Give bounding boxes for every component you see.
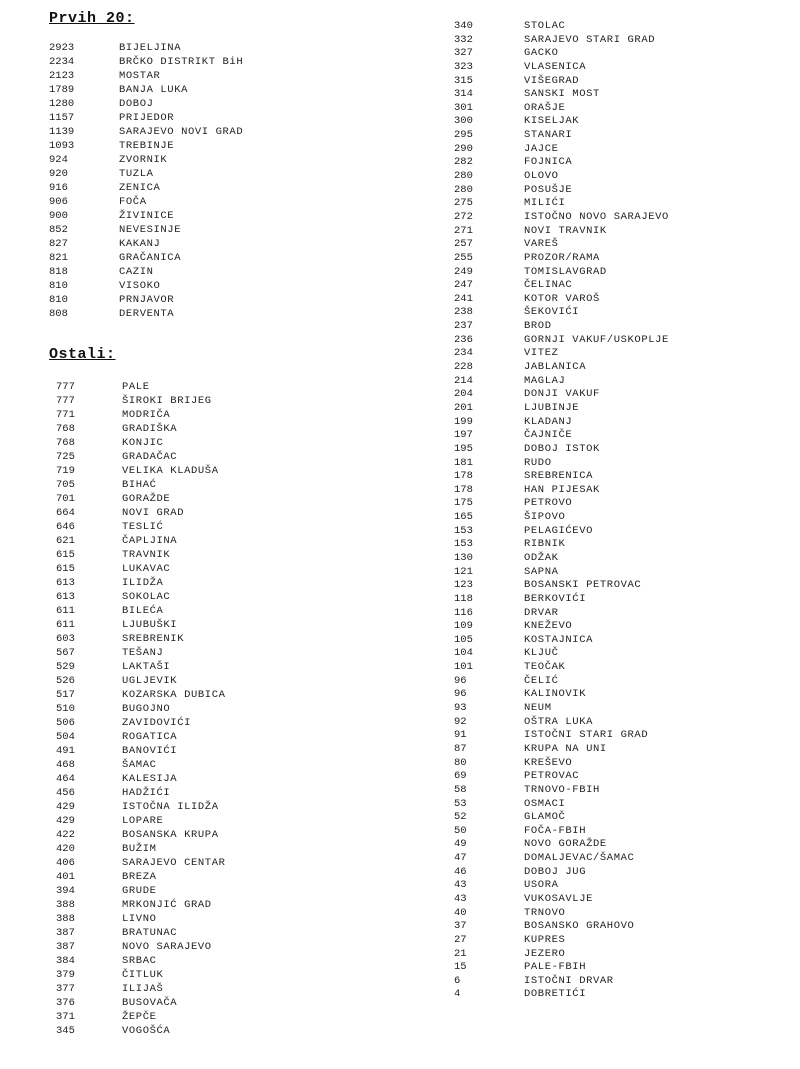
count-value: 92	[454, 715, 467, 728]
count-value: 165	[454, 511, 473, 524]
municipality-name: KUPRES	[524, 933, 566, 946]
count-value: 1139	[49, 126, 75, 138]
count-value: 916	[49, 182, 68, 194]
count-value: 611	[56, 619, 75, 631]
municipality-name: ISTOČNI DRVAR	[524, 974, 614, 987]
count-value: 105	[454, 633, 473, 646]
municipality-name: SARAJEVO STARI GRAD	[524, 33, 656, 46]
count-value: 21	[454, 947, 467, 960]
municipality-name: TRAVNIK	[122, 549, 171, 561]
count-value: 379	[56, 969, 75, 981]
municipality-name: ŠEKOVIĆI	[524, 306, 580, 319]
municipality-name: FOČA-FBIH	[524, 824, 587, 837]
count-value: 615	[56, 563, 75, 575]
count-value: 2123	[49, 70, 75, 82]
count-value: 80	[454, 756, 467, 769]
count-value: 96	[454, 674, 467, 687]
count-value: 567	[56, 647, 75, 659]
count-value: 719	[56, 465, 75, 477]
municipality-name: BUŽIM	[122, 843, 157, 855]
count-value: 517	[56, 689, 75, 701]
municipality-name: TOMISLAVGRAD	[524, 265, 607, 278]
municipality-name: LJUBUŠKI	[122, 619, 178, 631]
count-value: 821	[49, 252, 68, 264]
count-value: 603	[56, 633, 75, 645]
municipality-name: BREZA	[122, 871, 157, 883]
heading-others: Ostali:	[49, 346, 116, 363]
municipality-name: ŠIPOVO	[524, 511, 566, 524]
municipality-name: BOSANSKI PETROVAC	[524, 579, 642, 592]
count-value: 504	[56, 731, 75, 743]
count-value: 768	[56, 423, 75, 435]
count-value: 615	[56, 549, 75, 561]
count-value: 777	[56, 395, 75, 407]
count-value: 906	[49, 196, 68, 208]
count-value: 327	[454, 47, 473, 60]
municipality-name: ZENICA	[119, 182, 161, 194]
municipality-name: POSUŠJE	[524, 183, 573, 196]
count-value: 249	[454, 265, 473, 278]
count-value: 401	[56, 871, 75, 883]
municipality-name: PALE-FBIH	[524, 961, 587, 974]
municipality-name: KOTOR VAROŠ	[524, 292, 600, 305]
count-value: 701	[56, 493, 75, 505]
count-value: 255	[454, 251, 473, 264]
municipality-name: ČAJNIČE	[524, 429, 573, 442]
count-value: 1789	[49, 84, 75, 96]
count-value: 345	[56, 1025, 75, 1037]
municipality-name: PRIJEDOR	[119, 112, 175, 124]
count-value: 422	[56, 829, 75, 841]
count-value: 104	[454, 647, 473, 660]
municipality-name: ŠAMAC	[122, 759, 157, 771]
count-value: 323	[454, 60, 473, 73]
municipality-name: BANJA LUKA	[119, 84, 189, 96]
count-value: 6	[454, 974, 461, 987]
municipality-name: TREBINJE	[119, 140, 175, 152]
count-value: 777	[56, 381, 75, 393]
count-value: 195	[454, 442, 473, 455]
municipality-name: BRATUNAC	[122, 927, 178, 939]
municipality-name: MODRIČA	[122, 409, 171, 421]
municipality-name: KRUPA NA UNI	[524, 742, 607, 755]
count-value: 214	[454, 374, 473, 387]
count-value: 468	[56, 759, 75, 771]
municipality-name: SAPNA	[524, 565, 559, 578]
count-value: 175	[454, 497, 473, 510]
municipality-name: SREBRENIK	[122, 633, 185, 645]
count-value: 300	[454, 115, 473, 128]
municipality-name: ROGATICA	[122, 731, 178, 743]
municipality-name: LAKTAŠI	[122, 661, 171, 673]
municipality-name: BUSOVAČA	[122, 997, 178, 1009]
municipality-name: ČAPLJINA	[122, 535, 178, 547]
municipality-name: GLAMOČ	[524, 811, 566, 824]
count-value: 646	[56, 521, 75, 533]
count-value: 387	[56, 927, 75, 939]
count-value: 771	[56, 409, 75, 421]
count-value: 388	[56, 913, 75, 925]
municipality-name: MRKONJIĆ GRAD	[122, 899, 212, 911]
count-value: 810	[49, 280, 68, 292]
count-value: 529	[56, 661, 75, 673]
municipality-name: TUZLA	[119, 168, 154, 180]
count-value: 204	[454, 388, 473, 401]
municipality-name: BOSANSKA KRUPA	[122, 829, 219, 841]
count-value: 768	[56, 437, 75, 449]
count-value: 282	[454, 156, 473, 169]
municipality-name: GACKO	[524, 47, 559, 60]
count-value: 613	[56, 577, 75, 589]
municipality-name: ŽIVINICE	[119, 210, 175, 222]
count-value: 47	[454, 852, 467, 865]
municipality-name: KLJUČ	[524, 647, 559, 660]
municipality-name: ŽEPČE	[122, 1011, 157, 1023]
count-value: 377	[56, 983, 75, 995]
municipality-name: VAREŠ	[524, 238, 559, 251]
municipality-name: KOZARSKA DUBICA	[122, 689, 226, 701]
municipality-name: LOPARE	[122, 815, 164, 827]
count-value: 406	[56, 857, 75, 869]
municipality-name: ŠIROKI BRIJEG	[122, 395, 212, 407]
municipality-name: ODŽAK	[524, 551, 559, 564]
municipality-name: NEVESINJE	[119, 224, 182, 236]
count-value: 197	[454, 429, 473, 442]
municipality-name: DRVAR	[524, 606, 559, 619]
count-value: 852	[49, 224, 68, 236]
municipality-name: TEOČAK	[524, 661, 566, 674]
municipality-name: VIŠEGRAD	[524, 74, 580, 87]
count-value: 27	[454, 933, 467, 946]
municipality-name: VELIKA KLADUŠA	[122, 465, 219, 477]
count-value: 280	[454, 183, 473, 196]
count-value: 371	[56, 1011, 75, 1023]
count-value: 920	[49, 168, 68, 180]
count-value: 178	[454, 470, 473, 483]
count-value: 388	[56, 899, 75, 911]
count-value: 201	[454, 401, 473, 414]
municipality-name: PROZOR/RAMA	[524, 251, 600, 264]
count-value: 272	[454, 210, 473, 223]
count-value: 241	[454, 292, 473, 305]
municipality-name: NOVI TRAVNIK	[524, 224, 607, 237]
count-value: 199	[454, 415, 473, 428]
count-value: 271	[454, 224, 473, 237]
count-value: 237	[454, 320, 473, 333]
municipality-name: VITEZ	[524, 347, 559, 360]
count-value: 810	[49, 294, 68, 306]
count-value: 384	[56, 955, 75, 967]
count-value: 15	[454, 961, 467, 974]
municipality-name: ZAVIDOVIĆI	[122, 717, 192, 729]
municipality-name: CAZIN	[119, 266, 154, 278]
count-value: 238	[454, 306, 473, 319]
municipality-name: DERVENTA	[119, 308, 175, 320]
municipality-name: STOLAC	[524, 20, 566, 32]
municipality-name: KISELJAK	[524, 115, 580, 128]
count-value: 153	[454, 538, 473, 551]
municipality-name: DOBOJ ISTOK	[524, 442, 600, 455]
count-value: 93	[454, 702, 467, 715]
count-value: 247	[454, 279, 473, 292]
municipality-name: ČELIĆ	[524, 674, 559, 687]
municipality-name: TRNOVO	[524, 906, 566, 919]
count-value: 257	[454, 238, 473, 251]
count-value: 420	[56, 843, 75, 855]
municipality-name: PALE	[122, 381, 150, 393]
count-value: 275	[454, 197, 473, 210]
municipality-name: BUGOJNO	[122, 703, 171, 715]
count-value: 613	[56, 591, 75, 603]
municipality-name: ORAŠJE	[524, 101, 566, 114]
municipality-name: HAN PIJESAK	[524, 483, 600, 496]
municipality-name: OLOVO	[524, 170, 559, 183]
municipality-name: DONJI VAKUF	[524, 388, 600, 401]
municipality-name: MAGLAJ	[524, 374, 566, 387]
count-value: 924	[49, 154, 68, 166]
count-value: 153	[454, 524, 473, 537]
municipality-name: BRČKO DISTRIKT BiH	[119, 56, 244, 68]
count-value: 429	[56, 815, 75, 827]
municipality-name: NEUM	[524, 702, 552, 715]
municipality-name: MOSTAR	[119, 70, 161, 82]
municipality-name: KREŠEVO	[524, 756, 573, 769]
count-value: 387	[56, 941, 75, 953]
municipality-name: KAKANJ	[119, 238, 161, 250]
count-value: 808	[49, 308, 68, 320]
count-value: 69	[454, 770, 467, 783]
count-value: 58	[454, 783, 467, 796]
municipality-name: VUKOSAVLJE	[524, 893, 594, 905]
count-value: 315	[454, 74, 473, 87]
municipality-name: OŠTRA LUKA	[524, 715, 594, 728]
municipality-name: BOSANSKO GRAHOVO	[524, 920, 635, 933]
count-value: 43	[454, 879, 467, 892]
count-value: 228	[454, 361, 473, 374]
municipality-name: BILEĆA	[122, 605, 164, 617]
count-value: 1280	[49, 98, 75, 110]
municipality-name: ILIDŽA	[122, 577, 164, 589]
count-value: 4	[454, 988, 461, 1001]
municipality-name: VOGOŠĆA	[122, 1025, 171, 1037]
count-value: 43	[454, 893, 467, 905]
municipality-name: TRNOVO-FBIH	[524, 783, 600, 796]
municipality-name: ISTOČNI STARI GRAD	[524, 729, 649, 742]
municipality-name: DOBRETIĆI	[524, 988, 587, 1001]
municipality-name: BIHAĆ	[122, 479, 157, 491]
municipality-name: SRBAC	[122, 955, 157, 967]
count-value: 96	[454, 688, 467, 701]
municipality-name: JEZERO	[524, 947, 566, 960]
municipality-name: PETROVAC	[524, 770, 580, 783]
municipality-name: LIVNO	[122, 913, 157, 925]
count-value: 236	[454, 333, 473, 346]
municipality-name: DOMALJEVAC/ŠAMAC	[524, 852, 635, 865]
count-value: 130	[454, 551, 473, 564]
municipality-name: BROD	[524, 320, 552, 333]
municipality-name: BERKOVIĆI	[524, 592, 587, 605]
municipality-name: NOVO SARAJEVO	[122, 941, 212, 953]
count-value: 314	[454, 88, 473, 101]
municipality-name: LUKAVAC	[122, 563, 171, 575]
count-value: 429	[56, 801, 75, 813]
count-value: 123	[454, 579, 473, 592]
count-value: 37	[454, 920, 467, 933]
municipality-name: PETROVO	[524, 497, 573, 510]
municipality-name: BANOVIĆI	[122, 745, 178, 757]
count-value: 116	[454, 606, 473, 619]
count-value: 2923	[49, 42, 75, 54]
municipality-name: KONJIC	[122, 437, 164, 449]
municipality-name: KOSTAJNICA	[524, 633, 594, 646]
municipality-name: ISTOČNA ILIDŽA	[122, 801, 219, 813]
municipality-name: RIBNIK	[524, 538, 566, 551]
municipality-name: GRUDE	[122, 885, 157, 897]
count-value: 725	[56, 451, 75, 463]
count-value: 510	[56, 703, 75, 715]
count-value: 46	[454, 865, 467, 878]
municipality-name: ILIJAŠ	[122, 983, 164, 995]
count-value: 91	[454, 729, 467, 742]
heading-top20: Prvih 20:	[49, 10, 135, 27]
municipality-name: GRAČANICA	[119, 252, 182, 264]
municipality-name: SANSKI MOST	[524, 88, 600, 101]
municipality-name: NOVI GRAD	[122, 507, 185, 519]
municipality-name: PELAGIĆEVO	[524, 524, 594, 537]
count-value: 818	[49, 266, 68, 278]
count-value: 705	[56, 479, 75, 491]
count-value: 53	[454, 797, 467, 810]
municipality-name: DOBOJ JUG	[524, 865, 587, 878]
count-value: 87	[454, 742, 467, 755]
count-value: 621	[56, 535, 75, 547]
count-value: 506	[56, 717, 75, 729]
municipality-name: TEŠANJ	[122, 647, 164, 659]
municipality-name: ČELINAC	[524, 279, 573, 292]
municipality-name: USORA	[524, 879, 559, 892]
count-value: 664	[56, 507, 75, 519]
count-value: 181	[454, 456, 473, 469]
municipality-name: FOČA	[119, 196, 147, 208]
municipality-name: SARAJEVO NOVI GRAD	[119, 126, 244, 138]
count-value: 491	[56, 745, 75, 757]
municipality-name: TESLIĆ	[122, 521, 164, 533]
municipality-name: DOBOJ	[119, 98, 154, 110]
count-value: 340	[454, 20, 473, 32]
municipality-name: BIJELJINA	[119, 42, 182, 54]
count-value: 40	[454, 906, 467, 919]
municipality-name: SOKOLAC	[122, 591, 171, 603]
count-value: 611	[56, 605, 75, 617]
municipality-name: KNEŽEVO	[524, 620, 573, 633]
municipality-name: VISOKO	[119, 280, 161, 292]
count-value: 234	[454, 347, 473, 360]
count-value: 178	[454, 483, 473, 496]
municipality-name: SREBRENICA	[524, 470, 594, 483]
municipality-name: GORNJI VAKUF/USKOPLJE	[524, 333, 669, 346]
count-value: 900	[49, 210, 68, 222]
municipality-name: SARAJEVO CENTAR	[122, 857, 226, 869]
count-value: 394	[56, 885, 75, 897]
count-value: 50	[454, 824, 467, 837]
count-value: 280	[454, 170, 473, 183]
municipality-name: ZVORNIK	[119, 154, 168, 166]
count-value: 464	[56, 773, 75, 785]
count-value: 121	[454, 565, 473, 578]
count-value: 295	[454, 129, 473, 142]
municipality-name: JABLANICA	[524, 361, 587, 374]
municipality-name: JAJCE	[524, 142, 559, 155]
count-value: 101	[454, 661, 473, 674]
municipality-name: OSMACI	[524, 797, 566, 810]
municipality-name: HADŽIĆI	[122, 787, 171, 799]
municipality-name: KALINOVIK	[524, 688, 587, 701]
municipality-name: MILIĆI	[524, 197, 566, 210]
municipality-name: GRADIŠKA	[122, 423, 178, 435]
municipality-name: VLASENICA	[524, 60, 587, 73]
count-value: 2234	[49, 56, 75, 68]
municipality-name: KALESIJA	[122, 773, 178, 785]
count-value: 456	[56, 787, 75, 799]
count-value: 118	[454, 592, 473, 605]
count-value: 301	[454, 101, 473, 114]
count-value: 109	[454, 620, 473, 633]
municipality-name: ISTOČNO NOVO SARAJEVO	[524, 210, 669, 223]
municipality-name: UGLJEVIK	[122, 675, 178, 687]
municipality-name: RUDO	[524, 456, 552, 469]
municipality-name: FOJNICA	[524, 156, 573, 169]
count-value: 290	[454, 142, 473, 155]
municipality-name: STANARI	[524, 129, 573, 142]
count-value: 827	[49, 238, 68, 250]
count-value: 1093	[49, 140, 75, 152]
count-value: 52	[454, 811, 467, 824]
count-value: 376	[56, 997, 75, 1009]
municipality-name: PRNJAVOR	[119, 294, 175, 306]
count-value: 526	[56, 675, 75, 687]
count-value: 49	[454, 838, 467, 851]
count-value: 332	[454, 33, 473, 46]
municipality-name: GRADAČAC	[122, 451, 178, 463]
municipality-name: NOVO GORAŽDE	[524, 838, 607, 851]
count-value: 1157	[49, 112, 75, 124]
municipality-name: ČITLUK	[122, 969, 164, 981]
municipality-name: LJUBINJE	[524, 401, 580, 414]
municipality-name: KLADANJ	[524, 415, 573, 428]
municipality-name: GORAŽDE	[122, 493, 171, 505]
